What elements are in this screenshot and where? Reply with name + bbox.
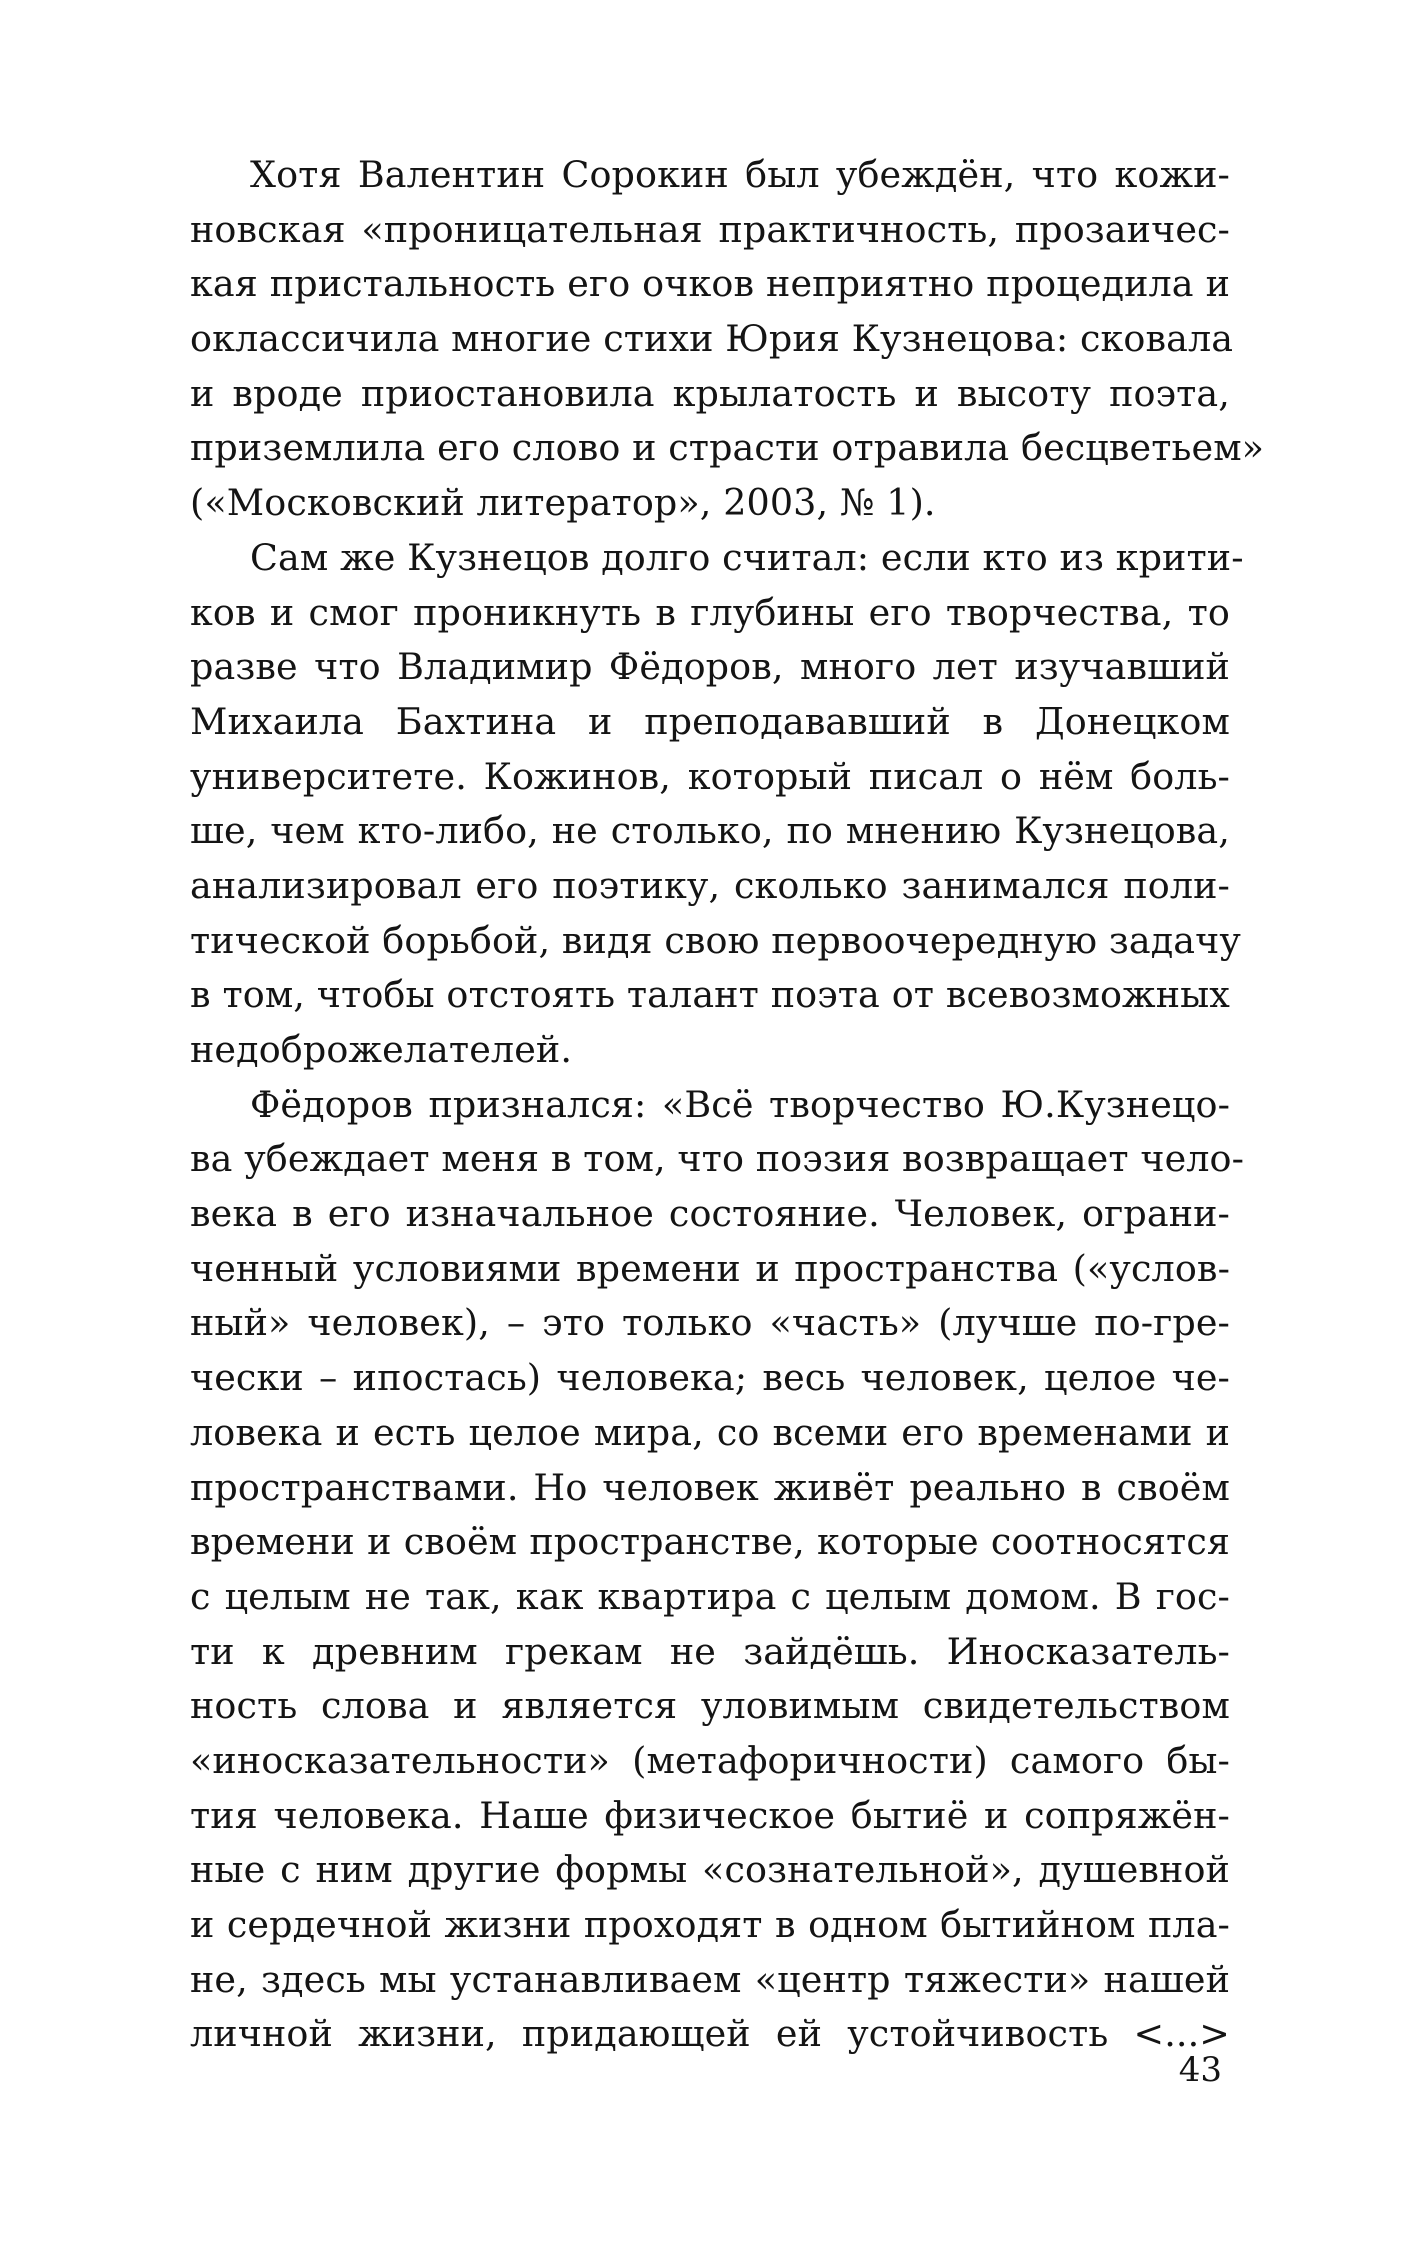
text-line: приземлила его слово и страсти отравила бесцветьем» xyxy=(190,426,1265,470)
text-line: и сердечной жизни проходят в одном бытийном пла- xyxy=(190,1903,1230,1946)
text-line: века в его изначальное состояние. Человек, ограни- xyxy=(190,1192,1230,1236)
text-line: личной жизни, придающей ей устойчивость <...> xyxy=(190,2012,1230,2056)
text-line: анализировал его поэтику, сколько занимался поли- xyxy=(190,863,1230,907)
text-line: тической борьбой, видя свою первоочередную задачу xyxy=(190,918,1241,962)
text-line: пространствами. Но человек живёт реально в своём xyxy=(190,1465,1230,1509)
text-line: времени и своём пространстве, которые соотносятся xyxy=(190,1520,1230,1564)
text-line: Фёдоров признался: «Всё творчество Ю.Кузнецо- xyxy=(250,1082,1230,1126)
text-line: окласcичила многие стихи Юрия Кузнецова: сковала xyxy=(190,317,1234,361)
text-line: ше, чем кто-либо, не столько, по мнению Кузнецова, xyxy=(190,809,1230,853)
text-line: Сам же Кузнецов долго считал: если кто из крити- xyxy=(250,535,1244,579)
text-line: ность слова и является уловимым свидетельством xyxy=(190,1684,1230,1728)
text-line: ные с ним другие формы «сознательной», душевной xyxy=(190,1848,1230,1892)
text-line: недоброжелателей. xyxy=(190,1028,573,1071)
text-line: ченный условиями времени и пространства («услов- xyxy=(190,1246,1230,1290)
text-line: кая пристальность его очков неприятно процедила и xyxy=(190,262,1230,306)
text-line: ный» человек), – это только «часть» (лучше по-гре- xyxy=(190,1301,1230,1345)
text-line: новская «проницательная практичность, прозаичес- xyxy=(190,207,1230,251)
text-line: («Московский литератор», 2003, № 1). xyxy=(190,481,936,525)
text-line: разве что Владимир Фёдоров, много лет изучавший xyxy=(190,645,1230,689)
text-line: Хотя Валентин Сорокин был убеждён, что кожи- xyxy=(250,153,1230,196)
text-line: в том, чтобы отстоять талант поэта от всевозможных xyxy=(190,973,1230,1017)
text-line: не, здесь мы устанавливаем «центр тяжести» нашей xyxy=(190,1957,1230,2001)
text-line: ловека и есть целое мира, со всеми его временами и xyxy=(190,1410,1230,1454)
body-text xyxy=(190,148,1265,2062)
text-line: чески – ипостась) человека; весь человек, целое че- xyxy=(190,1356,1230,1400)
text-line: «иносказательности» (метафоричности) самого бы- xyxy=(190,1738,1230,1782)
text-line: тия человека. Наше физическое бытиё и сопряжён- xyxy=(190,1793,1230,1837)
text-line: с целым не так, как квартира с целым домом. В гос- xyxy=(190,1574,1230,1618)
text-line: ков и смог проникнуть в глубины его творчества, то xyxy=(190,590,1230,634)
text-line: ва убеждает меня в том, что поэзия возвращает чело- xyxy=(190,1137,1245,1181)
page-number: 43 xyxy=(1178,2050,1222,2090)
text-line: и вроде приостановила крылатость и высоту поэта, xyxy=(190,371,1230,415)
text-line: университете. Кожинов, который писал о нём боль- xyxy=(190,754,1230,798)
text-line: ти к древним грекам не зайдёшь. Иносказатель- xyxy=(190,1629,1230,1673)
text-line: Михаила Бахтина и преподававший в Донецком xyxy=(190,699,1230,743)
